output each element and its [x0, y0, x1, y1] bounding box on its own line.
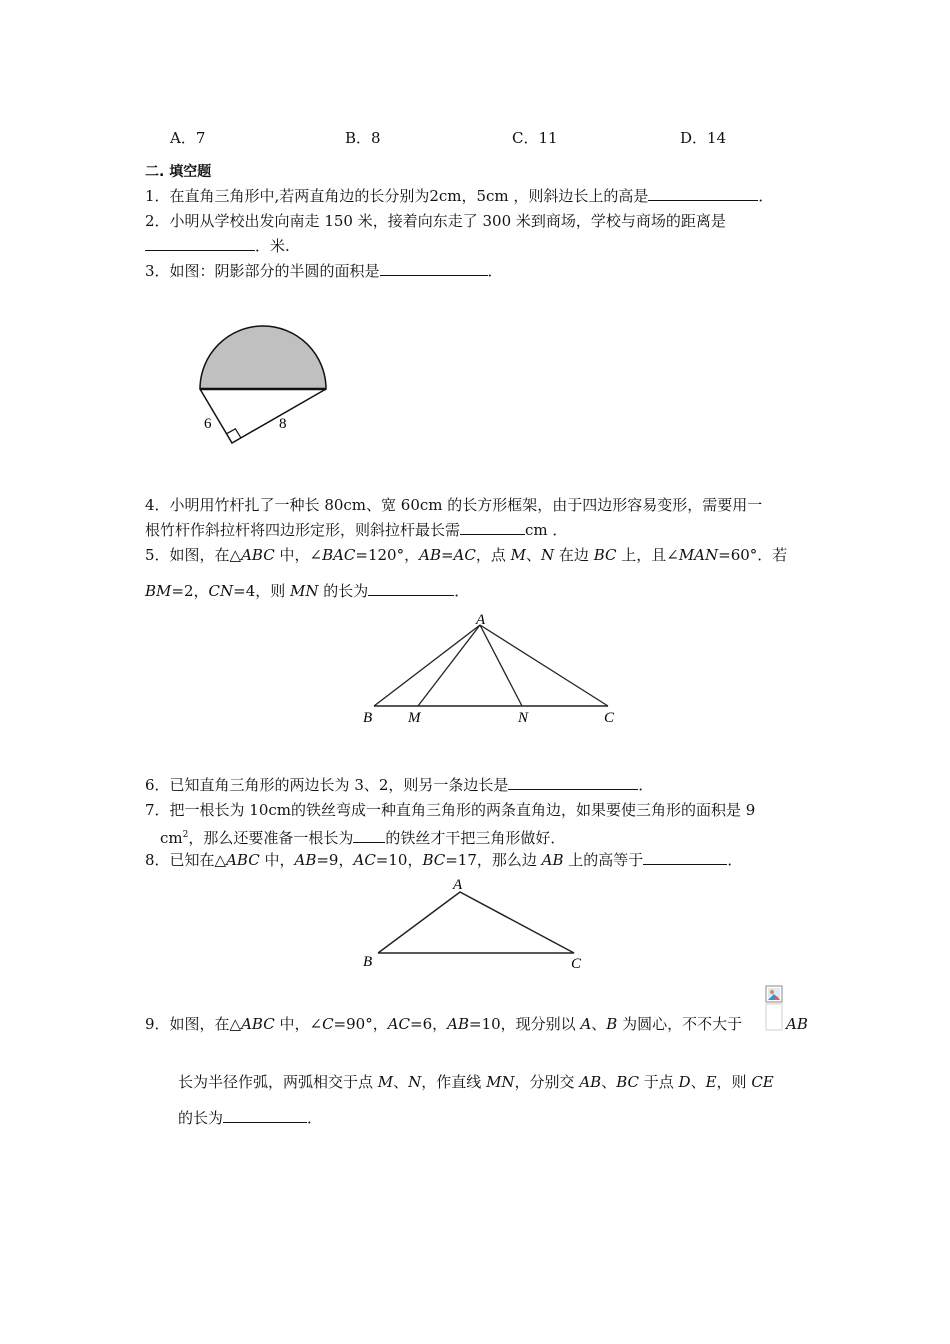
section-title: 二. 填空题 — [145, 164, 212, 180]
choice-a: A．7 — [170, 129, 206, 147]
right-triangle — [200, 389, 326, 443]
answer-blank — [460, 520, 525, 535]
label-m: M — [408, 710, 421, 726]
answer-blank — [368, 581, 454, 596]
label-b: B — [363, 710, 373, 726]
choice-c: C．11 — [512, 129, 558, 147]
answer-blank — [353, 828, 385, 843]
answer-blank — [380, 261, 488, 276]
answer-blank — [508, 775, 638, 790]
choice-d: D．14 — [680, 129, 727, 147]
question-7: 7．把一根长为 10cm的铁丝弯成一种直角三角形的两条直角边，如果要使三角形的面积是 9 — [145, 801, 756, 819]
answer-blank — [643, 850, 727, 865]
figure-triangle-abc-mn — [360, 608, 622, 728]
triangle-abc — [378, 892, 574, 953]
question-2-line2: ．米. — [145, 236, 290, 256]
label-leg-6: 6 — [204, 416, 212, 432]
answer-blank — [145, 236, 255, 251]
label-a: A — [453, 877, 463, 893]
question-5-line2: BM=2，CN=4，则 MN 的长为 ． — [145, 582, 470, 600]
label-a: A — [476, 612, 486, 628]
answer-blank — [648, 186, 758, 201]
segment-an — [480, 625, 522, 706]
label-leg-8: 8 — [279, 416, 287, 432]
label-c: C — [604, 710, 615, 726]
broken-image-icon — [764, 984, 784, 1032]
question-9-line2: 长为半径作弧，两弧相交于点 M、N，作直线 MN，分别交 AB、BC 于点 D、E，则 CE — [178, 1073, 774, 1091]
choice-b: B．8 — [345, 129, 381, 147]
label-c: C — [571, 956, 582, 972]
segment-ac — [480, 625, 608, 706]
question-1: 1．在直角三角形中,若两直角边的长分别为2cm，5cm ，则斜边长上的高是 ． — [145, 187, 774, 205]
question-4-line2: 根竹杆作斜拉杆将四边形定形，则斜拉杆最长需 cm ． — [145, 521, 568, 539]
question-8: 8．已知在△ABC 中，AB=9，AC=10，BC=17，那么边 AB 上的高等于 ． — [145, 851, 743, 869]
figure-triangle-abc — [360, 875, 588, 973]
shaded-semicircle — [200, 326, 326, 389]
question-9-line3: 的长为 ． — [178, 1109, 323, 1127]
question-7-line2: $cm^2$，那么还要准备一根长为 的铁丝才干把三角形做好． — [160, 829, 566, 847]
question-9: 9．如图，在△ABC 中，∠C=90°，AC=6，AB=10，现分别以 A、B 为圆心，不不大于 — [145, 1015, 743, 1033]
question-2: 2．小明从学校出发向南走 150 米，接着向东走了 300 米到商场，学校与商场的距离是 — [145, 212, 726, 230]
answer-blank — [223, 1108, 307, 1123]
question-6: 6．已知直角三角形的两边长为 3、2，则另一条边长是 ． — [145, 776, 654, 794]
question-4: 4．小明用竹杆扎了一种长 80cm、宽 60cm 的长方形框架，由于四边形容易变形，需要用一 — [145, 496, 763, 514]
figure-semicircle — [190, 318, 340, 453]
question-3: 3．如图：阴影部分的半圆的面积是 ． — [145, 262, 503, 280]
label-b: B — [363, 954, 373, 970]
question-5: 5．如图，在△ABC 中，∠BAC=120°，AB=AC，点 M、N 在边 BC 上，且∠MAN=60°．若 — [145, 546, 788, 564]
label-n: N — [518, 710, 529, 726]
question-9-ab: AB — [786, 1015, 808, 1033]
